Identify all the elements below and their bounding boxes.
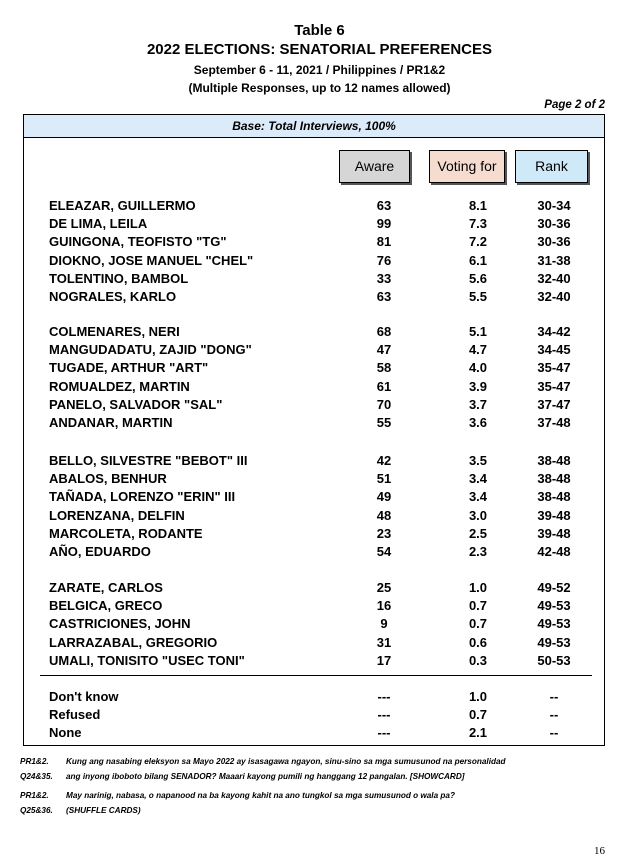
table-row [24, 341, 604, 359]
row-rank: 39-48 [537, 507, 571, 523]
row-aware: 23 [376, 525, 392, 541]
row-voting-for: 2.1 [468, 725, 488, 741]
row-aware: 61 [376, 378, 392, 394]
row-name: ROMUALDEZ, MARTIN [49, 378, 190, 394]
row-rank: 49-53 [537, 634, 571, 650]
row-rank: 31-38 [537, 252, 571, 268]
row-aware: 68 [376, 324, 392, 339]
table-row [24, 579, 604, 597]
table-row [24, 452, 604, 470]
row-rank: 38-48 [537, 453, 571, 468]
row-voting-for: 4.7 [468, 342, 488, 358]
footnote [20, 772, 464, 781]
table-row [24, 270, 604, 288]
row-name: ANDANAR, MARTIN [49, 415, 173, 430]
row-voting-for: 7.2 [468, 234, 488, 250]
row-aware: 42 [376, 453, 392, 468]
row-aware: 33 [376, 270, 392, 286]
row-voting-for: 8.1 [468, 198, 488, 213]
row-name: TAÑADA, LORENZO "ERIN" III [49, 489, 236, 505]
row-name: PANELO, SALVADOR "SAL" [49, 396, 223, 412]
footnote-code: Q25&36. [20, 806, 53, 815]
footnote-code: Q24&35. [20, 772, 53, 781]
row-name: DIOKNO, JOSE MANUEL "CHEL" [49, 252, 254, 268]
table-row [24, 488, 604, 506]
row-aware: 76 [376, 252, 392, 268]
table-row [24, 378, 604, 396]
row-aware: 47 [376, 342, 392, 358]
row-rank: 34-45 [537, 342, 571, 358]
row-aware: --- [377, 689, 391, 704]
row-rank: 30-36 [537, 234, 571, 250]
row-voting-for: 7.3 [468, 216, 488, 232]
row-voting-for: 5.5 [468, 289, 488, 304]
column-header-aware: Aware [339, 150, 410, 183]
row-aware: 99 [376, 216, 392, 232]
row-aware: 16 [376, 598, 392, 614]
row-voting-for: 3.4 [468, 471, 488, 487]
row-voting-for: 5.6 [468, 270, 488, 286]
row-voting-for: 0.7 [468, 598, 488, 614]
row-aware: --- [377, 725, 391, 741]
footnote [20, 791, 455, 800]
row-rank: 38-48 [537, 471, 571, 487]
row-rank: 30-36 [537, 216, 571, 232]
table-row [24, 706, 604, 724]
survey-subtitle: September 6 - 11, 2021 / Philippines / PR1&2 [193, 63, 446, 77]
page-title: 2022 ELECTIONS: SENATORIAL PREFERENCES [146, 41, 493, 58]
row-name: NOGRALES, KARLO [49, 289, 177, 304]
table-row [24, 688, 604, 706]
table-row [24, 288, 604, 306]
table-row [24, 414, 604, 432]
row-voting-for: 3.6 [468, 415, 488, 430]
row-rank: 49-53 [537, 598, 571, 614]
row-rank: 49-52 [537, 580, 571, 595]
row-voting-for: 3.7 [468, 396, 488, 412]
row-name: BELGICA, GRECO [49, 598, 163, 614]
row-name: LORENZANA, DELFIN [49, 507, 185, 523]
row-aware: 70 [376, 396, 392, 412]
table-row [24, 634, 604, 652]
table-row [24, 470, 604, 488]
row-rank: 42-48 [537, 544, 571, 559]
row-rank: -- [549, 689, 559, 704]
row-rank: 34-42 [537, 324, 571, 339]
row-name: ABALOS, BENHUR [49, 471, 167, 487]
row-aware: 55 [376, 415, 392, 430]
row-aware: 31 [376, 634, 392, 650]
row-voting-for: 0.7 [468, 707, 488, 723]
row-rank: 37-47 [537, 396, 571, 412]
table-label: Table 6 [294, 22, 345, 39]
row-name: GUINGONA, TEOFISTO "TG" [49, 234, 227, 250]
row-rank: 32-40 [537, 289, 571, 304]
table-row [24, 252, 604, 270]
row-name: AÑO, EDUARDO [49, 544, 151, 559]
row-rank: 50-53 [537, 652, 571, 668]
row-voting-for: 0.7 [468, 616, 488, 632]
results-table [23, 114, 605, 746]
footnote-code: PR1&2. [20, 757, 49, 766]
base-banner: Base: Total Interviews, 100% [24, 115, 604, 138]
row-name: CASTRICIONES, JOHN [49, 616, 191, 632]
table-row [24, 525, 604, 543]
row-aware: 25 [376, 580, 392, 595]
row-aware: --- [377, 707, 391, 723]
row-aware: 51 [376, 471, 392, 487]
table-row [24, 507, 604, 525]
row-voting-for: 1.0 [468, 689, 488, 704]
row-voting-for: 4.0 [468, 360, 488, 376]
row-name: TOLENTINO, BAMBOL [49, 270, 189, 286]
row-rank: 35-47 [537, 378, 571, 394]
row-name: MANGUDADATU, ZAJID "DONG" [49, 342, 252, 358]
column-header-voting-for: Voting for [429, 150, 505, 183]
table-row [24, 233, 604, 251]
row-aware: 9 [380, 616, 388, 632]
row-name: DE LIMA, LEILA [49, 216, 148, 232]
row-rank: 39-48 [537, 525, 571, 541]
footnote-text: May narinig, nabasa, o napanood na ba kayong kahit na ano tungkol sa mga sumusunod o wala pa? [66, 791, 455, 800]
row-rank: 38-48 [537, 489, 571, 505]
row-voting-for: 6.1 [468, 252, 488, 268]
row-rank: 35-47 [537, 360, 571, 376]
footnote-code: PR1&2. [20, 791, 49, 800]
row-voting-for: 0.6 [468, 634, 488, 650]
footnote [20, 757, 506, 766]
row-rank: -- [549, 707, 559, 723]
page-number: 16 [594, 845, 605, 857]
row-aware: 48 [376, 507, 392, 523]
row-voting-for: 3.9 [468, 378, 488, 394]
divider [40, 675, 592, 676]
row-voting-for: 3.5 [468, 453, 488, 468]
row-aware: 17 [376, 652, 392, 668]
row-rank: 30-34 [537, 198, 571, 213]
table-row [24, 724, 604, 742]
row-aware: 58 [376, 360, 392, 376]
row-voting-for: 5.1 [468, 324, 488, 339]
table-row [24, 215, 604, 233]
footnote [20, 806, 141, 815]
column-header-rank: Rank [515, 150, 588, 183]
row-name: LARRAZABAL, GREGORIO [49, 634, 218, 650]
row-aware: 54 [376, 544, 392, 559]
row-voting-for: 2.5 [468, 525, 488, 541]
row-aware: 49 [376, 489, 392, 505]
row-name: Don't know [49, 689, 119, 704]
footnote-text: Kung ang nasabing eleksyon sa Mayo 2022 ay isasagawa ngayon, sinu-sino sa mga sumusunod na personalidad [66, 757, 506, 766]
table-row [24, 543, 604, 561]
row-aware: 81 [376, 234, 392, 250]
row-voting-for: 2.3 [468, 544, 488, 559]
footnote-text: (SHUFFLE CARDS) [66, 806, 141, 815]
row-voting-for: 3.0 [468, 507, 488, 523]
table-row [24, 197, 604, 215]
row-name: None [49, 725, 82, 741]
row-voting-for: 3.4 [468, 489, 488, 505]
row-rank: 32-40 [537, 270, 571, 286]
row-rank: -- [549, 725, 559, 741]
table-row [24, 652, 604, 670]
row-name: ZARATE, CARLOS [49, 580, 163, 595]
row-name: BELLO, SILVESTRE "BEBOT" III [49, 453, 248, 468]
row-name: UMALI, TONISITO "USEC TONI" [49, 652, 245, 668]
footnote-text: ang inyong iboboto bilang SENADOR? Maaari kayong pumili ng hanggang 12 pangalan. [SHOWCARD] [66, 772, 465, 781]
row-voting-for: 1.0 [468, 580, 488, 595]
row-rank: 37-48 [537, 415, 571, 430]
table-row [24, 359, 604, 377]
row-aware: 63 [376, 289, 392, 304]
table-row [24, 597, 604, 615]
row-aware: 63 [376, 198, 392, 213]
table-row [24, 615, 604, 633]
row-voting-for: 0.3 [468, 652, 488, 668]
row-name: COLMENARES, NERI [49, 324, 180, 339]
row-rank: 49-53 [537, 616, 571, 632]
responses-note: (Multiple Responses, up to 12 names allowed) [188, 81, 451, 95]
row-name: MARCOLETA, RODANTE [49, 525, 203, 541]
row-name: ELEAZAR, GUILLERMO [49, 198, 196, 213]
table-row [24, 396, 604, 414]
row-name: TUGADE, ARTHUR "ART" [49, 360, 209, 376]
table-row [24, 323, 604, 341]
page-of-indicator: Page 2 of 2 [544, 99, 605, 111]
row-name: Refused [49, 707, 101, 723]
